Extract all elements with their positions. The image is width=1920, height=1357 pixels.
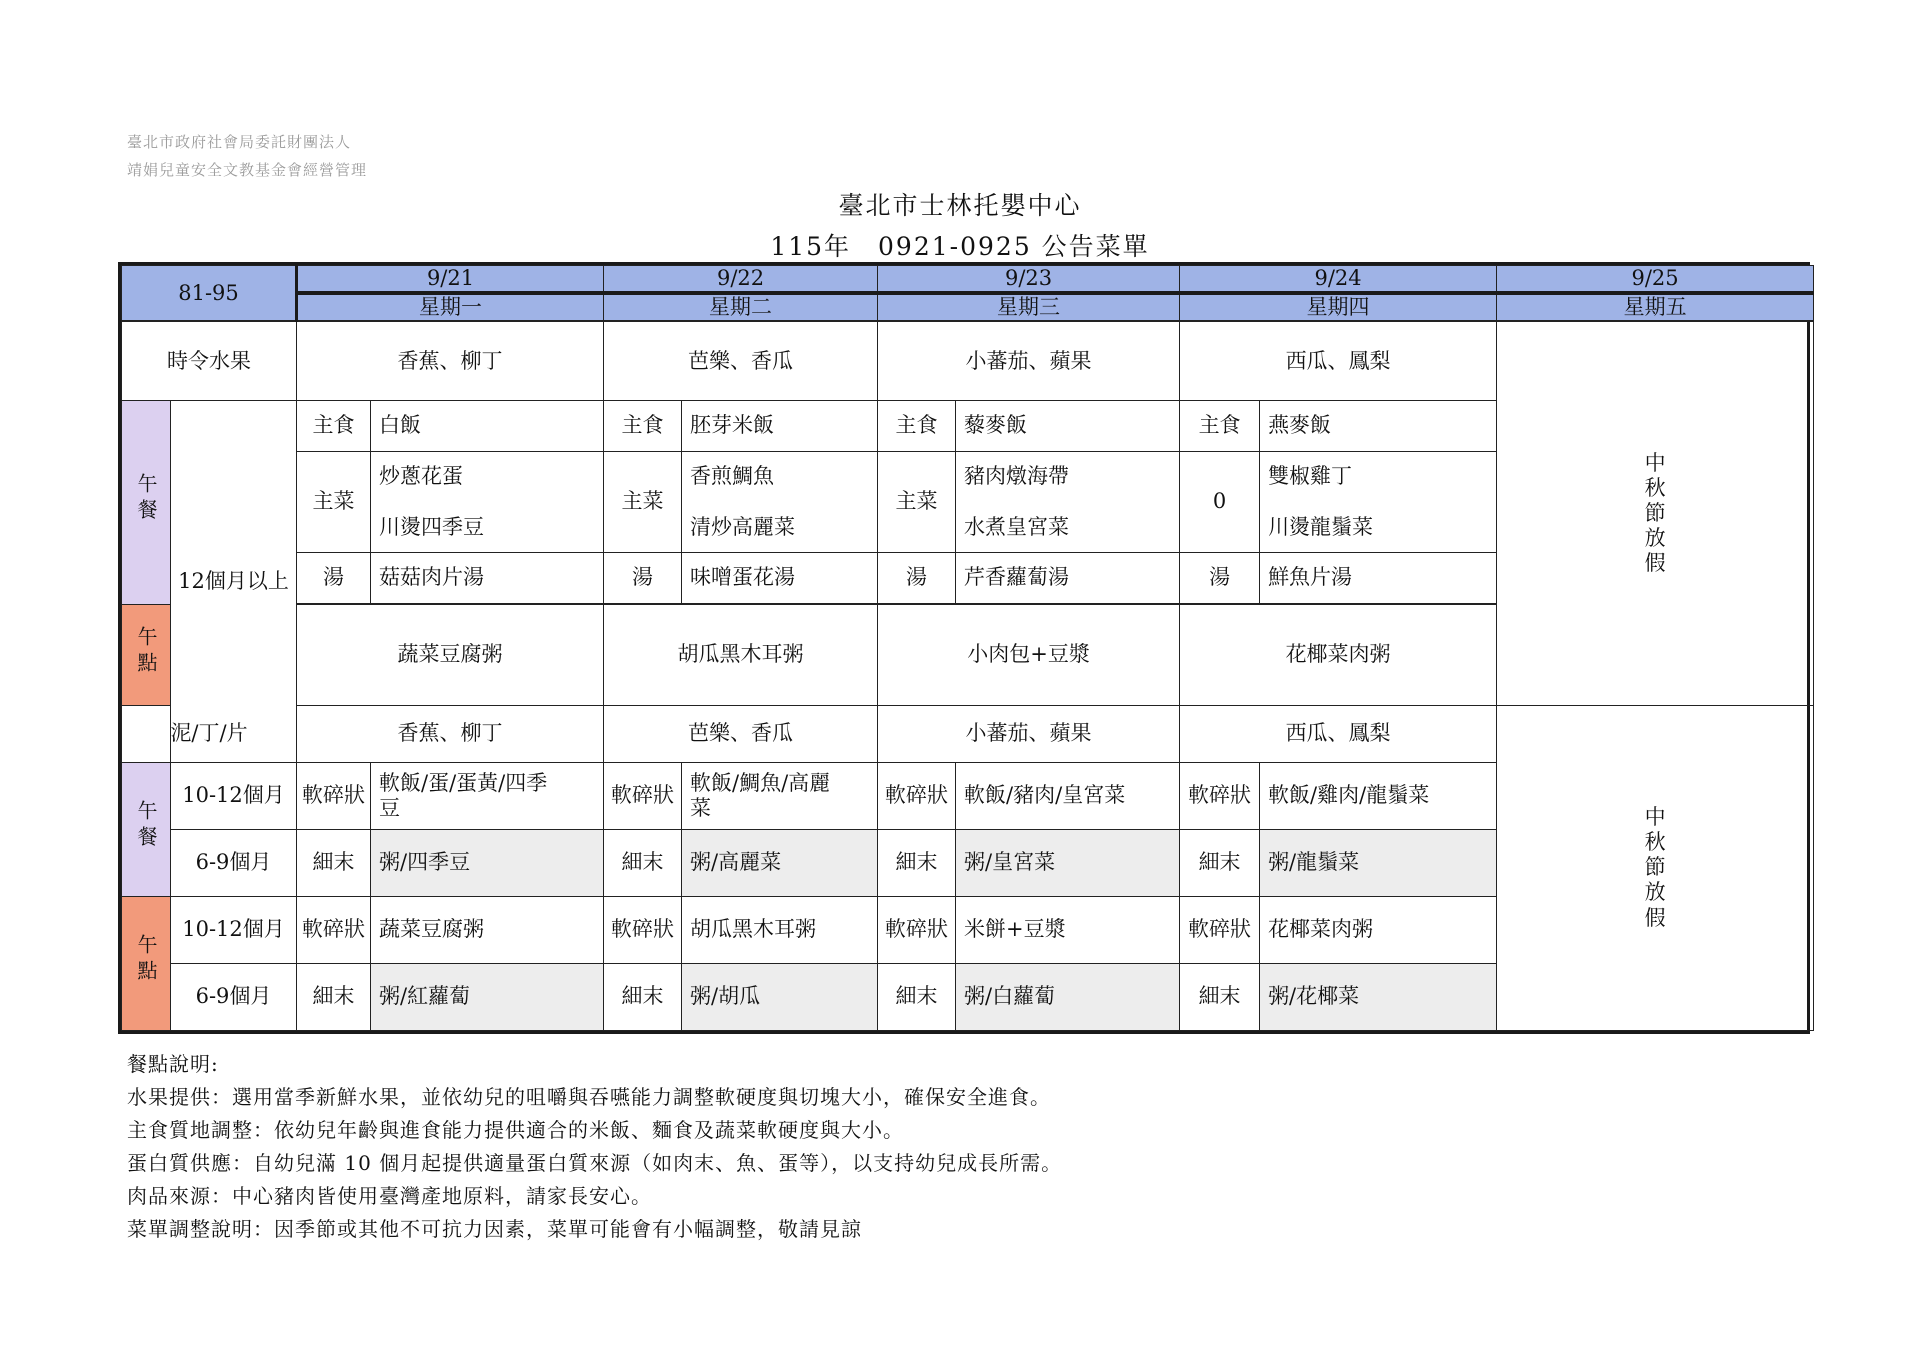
main-dish-1: 雙椒雞丁 (1268, 463, 1353, 488)
lunch-soft-thu: 軟飯/雞肉/龍鬚菜 (1260, 762, 1497, 829)
lunch-soft-tue (682, 762, 878, 829)
fine-label-wed: 細末 (878, 829, 956, 896)
snack-label-text: 午點 (134, 625, 158, 678)
holiday-char: 秋 (1644, 830, 1666, 855)
soft-label-mon: 軟碎狀 (297, 762, 371, 829)
staple-label-tue: 主食 (604, 400, 682, 451)
texture-label: 泥/丁/片 (122, 705, 297, 762)
lunch-fine-wed: 粥/皇宮菜 (956, 829, 1180, 896)
main-label-wed: 主菜 (878, 451, 956, 552)
weekday-tue: 星期二 (604, 293, 878, 321)
holiday-char: 中 (1644, 804, 1666, 829)
infant-fruit-thu: 西瓜、鳳梨 (1180, 705, 1497, 762)
fruit-label: 時令水果 (122, 321, 297, 400)
fine-label-thu: 細末 (1180, 963, 1260, 1030)
main-wed (956, 451, 1180, 552)
center-title: 臺北市士林托嬰中心 (838, 191, 1082, 220)
holiday-char: 秋 (1644, 475, 1666, 500)
lunch-fine-mon: 粥/四季豆 (371, 829, 604, 896)
snack-label-1 (122, 604, 171, 705)
snack-soft-tue: 胡瓜黑木耳粥 (682, 896, 878, 963)
lunch-fine-thu: 粥/龍鬚菜 (1260, 829, 1497, 896)
holiday-char: 假 (1644, 551, 1666, 576)
snack-fine-tue: 粥/胡瓜 (682, 963, 878, 1030)
staple-label-mon: 主食 (297, 400, 371, 451)
lunch-label-2 (122, 762, 171, 896)
note-line: 蛋白質供應：自幼兒滿 10 個月起提供適量蛋白質來源（如肉末、魚、蛋等），以支持幼兒成長所需。 (127, 1151, 1063, 1175)
fine-label-mon: 細末 (297, 963, 371, 1030)
lunch-soft-wed: 軟飯/豬肉/皇宮菜 (956, 762, 1180, 829)
lunch-label-text: 午餐 (134, 800, 158, 853)
fruit-thu: 西瓜、鳳梨 (1180, 321, 1497, 400)
holiday-notice-2 (1497, 705, 1814, 1030)
snack-wed: 小肉包+豆漿 (878, 604, 1180, 705)
main-tue (682, 451, 878, 552)
staple-wed: 藜麥飯 (956, 400, 1180, 451)
fine-label-tue: 細末 (604, 963, 682, 1030)
date-wed: 9/23 (878, 266, 1180, 294)
main-label-thu: 0 (1180, 451, 1260, 552)
fine-label-tue: 細末 (604, 829, 682, 896)
lunch-label-1 (122, 400, 171, 604)
org-line-1: 臺北市政府社會局委託財團法人 (127, 133, 352, 151)
soup-label-thu: 湯 (1180, 552, 1260, 603)
soft-label-wed: 軟碎狀 (878, 896, 956, 963)
main-label-mon: 主菜 (297, 451, 371, 552)
age-6-9-label: 6-9個月 (171, 963, 297, 1030)
holiday-char: 中 (1644, 450, 1666, 475)
soup-tue: 味噌蛋花湯 (682, 552, 878, 603)
holiday-char: 放 (1644, 880, 1666, 905)
weekly-menu-table (118, 262, 1810, 1034)
header-weekday-row (122, 293, 1814, 321)
fruit-wed: 小蕃茄、蘋果 (878, 321, 1180, 400)
soup-thu: 鮮魚片湯 (1260, 552, 1497, 603)
infant-fruit-mon: 香蕉、柳丁 (297, 705, 604, 762)
note-line: 水果提供：選用當季新鮮水果，並依幼兒的咀嚼與吞嚥能力調整軟硬度與切塊大小，確保安全進食。 (127, 1085, 1051, 1109)
line: 軟飯/蛋/蛋黃/四季 (379, 770, 548, 795)
org-line-2: 靖娟兒童安全文教基金會經營管理 (127, 161, 368, 179)
age-10-12-label: 10-12個月 (171, 896, 297, 963)
soft-label-thu: 軟碎狀 (1180, 896, 1260, 963)
soup-mon: 菇菇肉片湯 (371, 552, 604, 603)
soup-label-mon: 湯 (297, 552, 371, 603)
snack-soft-mon: 蔬菜豆腐粥 (371, 896, 604, 963)
organization-caption (127, 128, 367, 184)
weekday-wed: 星期三 (878, 293, 1180, 321)
menu-subtitle: 115年 0921-0925 公告菜單 (770, 232, 1150, 261)
weekday-thu: 星期四 (1180, 293, 1497, 321)
fruit-tue: 芭樂、香瓜 (604, 321, 878, 400)
age-10-12-label: 10-12個月 (171, 762, 297, 829)
snack-fine-mon: 粥/紅蘿蔔 (371, 963, 604, 1030)
age-12-plus-label: 12個月以上 (171, 400, 297, 762)
staple-tue: 胚芽米飯 (682, 400, 878, 451)
lunch-soft-mon (371, 762, 604, 829)
date-tue: 9/22 (604, 266, 878, 294)
header-date-row (122, 266, 1814, 294)
line: 軟飯/鯛魚/高麗 (690, 770, 831, 795)
main-dish-1: 豬肉燉海帶 (964, 463, 1070, 488)
date-thu: 9/24 (1180, 266, 1497, 294)
holiday-notice-1 (1497, 321, 1814, 705)
weekday-fri: 星期五 (1497, 293, 1814, 321)
texture-fruit-row (122, 705, 1814, 762)
soft-label-thu: 軟碎狀 (1180, 762, 1260, 829)
fruit-row (122, 321, 1814, 400)
holiday-char: 節 (1644, 855, 1666, 880)
main-dish-2: 川燙四季豆 (379, 514, 485, 539)
holiday-char: 假 (1644, 905, 1666, 930)
meal-notes (127, 1048, 1062, 1246)
date-mon: 9/21 (297, 266, 604, 294)
soft-label-tue: 軟碎狀 (604, 896, 682, 963)
weekday-mon: 星期一 (297, 293, 604, 321)
fine-label-wed: 細末 (878, 963, 956, 1030)
main-dish-2: 川燙龍鬚菜 (1268, 514, 1374, 539)
staple-label-thu: 主食 (1180, 400, 1260, 451)
staple-label-wed: 主食 (878, 400, 956, 451)
staple-mon: 白飯 (371, 400, 604, 451)
note-line: 肉品來源：中心豬肉皆使用臺灣產地原料，請家長安心。 (127, 1184, 652, 1208)
lunch-label-text: 午餐 (134, 473, 158, 526)
snack-soft-thu: 花椰菜肉粥 (1260, 896, 1497, 963)
snack-tue: 胡瓜黑木耳粥 (604, 604, 878, 705)
infant-fruit-tue: 芭樂、香瓜 (604, 705, 878, 762)
soup-label-tue: 湯 (604, 552, 682, 603)
line: 菜 (690, 795, 712, 820)
staple-thu: 燕麥飯 (1260, 400, 1497, 451)
soup-label-wed: 湯 (878, 552, 956, 603)
main-dish-2: 水煮皇宮菜 (964, 514, 1070, 539)
snack-thu: 花椰菜肉粥 (1180, 604, 1497, 705)
date-fri: 9/25 (1497, 266, 1814, 294)
snack-mon: 蔬菜豆腐粥 (297, 604, 604, 705)
lunch-fine-tue: 粥/高麗菜 (682, 829, 878, 896)
main-mon (371, 451, 604, 552)
note-line: 菜單調整說明：因季節或其他不可抗力因素，菜單可能會有小幅調整，敬請見諒 (127, 1217, 862, 1241)
main-dish-2: 清炒高麗菜 (690, 514, 796, 539)
main-thu (1260, 451, 1497, 552)
snack-label-text: 午點 (134, 934, 158, 987)
snack-fine-wed: 粥/白蘿蔔 (956, 963, 1180, 1030)
soft-label-wed: 軟碎狀 (878, 762, 956, 829)
snack-soft-wed: 米餅+豆漿 (956, 896, 1180, 963)
main-label-tue: 主菜 (604, 451, 682, 552)
holiday-char: 放 (1644, 526, 1666, 551)
fine-label-thu: 細末 (1180, 829, 1260, 896)
fruit-mon: 香蕉、柳丁 (297, 321, 604, 400)
holiday-char: 節 (1644, 501, 1666, 526)
age-6-9-label: 6-9個月 (171, 829, 297, 896)
note-line: 主食質地調整：依幼兒年齡與進食能力提供適合的米飯、麵食及蔬菜軟硬度與大小。 (127, 1118, 904, 1142)
main-dish-1: 炒蔥花蛋 (379, 463, 464, 488)
snack-label-2 (122, 896, 171, 1030)
fine-label-mon: 細末 (297, 829, 371, 896)
line: 豆 (379, 795, 401, 820)
snack-fine-thu: 粥/花椰菜 (1260, 963, 1497, 1030)
main-dish-1: 香煎鯛魚 (690, 463, 775, 488)
soup-wed: 芹香蘿蔔湯 (956, 552, 1180, 603)
notes-heading: 餐點說明: (127, 1052, 219, 1076)
soft-label-tue: 軟碎狀 (604, 762, 682, 829)
age-code-cell: 81-95 (122, 266, 297, 322)
soft-label-mon: 軟碎狀 (297, 896, 371, 963)
infant-fruit-wed: 小蕃茄、蘋果 (878, 705, 1180, 762)
